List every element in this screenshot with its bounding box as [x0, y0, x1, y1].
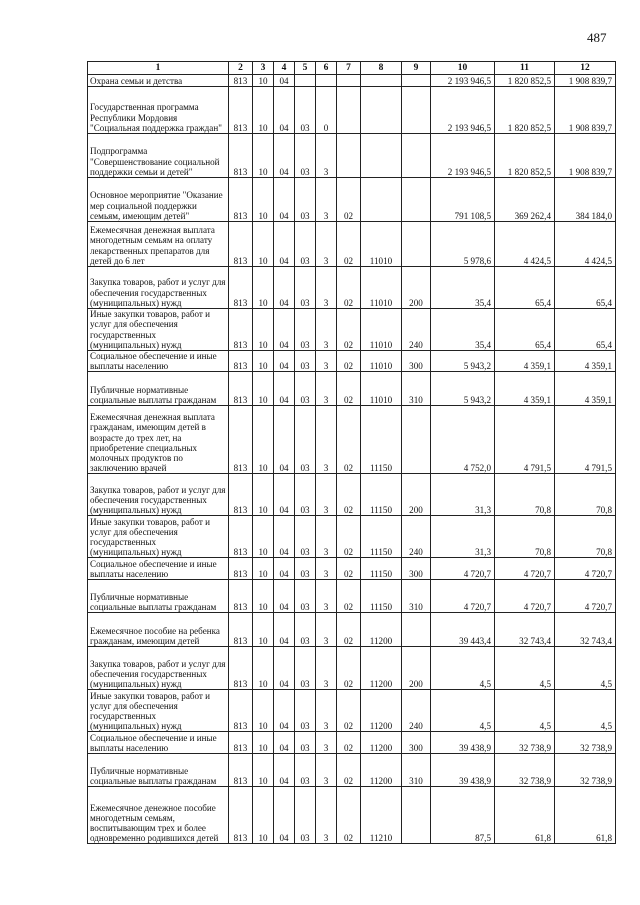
row-name: Иные закупки товаров, работ и услуг для обеспечения государственных (муниципальных) нужд — [88, 516, 229, 558]
gr-code: 813 — [229, 75, 253, 87]
expense-type-code: 240 — [402, 309, 431, 351]
subprogram-code: 3 — [316, 351, 337, 372]
row-name: Ежемесячная денежная выплата гражданам, имеющим детей в возрасте до трех лет, на приобретение специальных молочных продуктов по заключению врачей — [88, 406, 229, 474]
subprogram-code: 3 — [316, 690, 337, 732]
amount-col-10: 5 943,2 — [431, 351, 495, 372]
table-row — [88, 690, 616, 732]
event-code: 02 — [337, 580, 361, 613]
pr-code: 04 — [274, 754, 295, 787]
amount-col-11: 4 359,1 — [495, 372, 555, 406]
event-code — [337, 134, 361, 178]
table-row — [88, 75, 616, 87]
gr-code: 813 — [229, 732, 253, 754]
direction-code — [361, 75, 402, 87]
pr-code: 04 — [274, 309, 295, 351]
table-body — [88, 75, 616, 844]
pr-code: 04 — [274, 267, 295, 309]
amount-col-11: 70,8 — [495, 474, 555, 516]
table-row — [88, 372, 616, 406]
gr-code: 813 — [229, 267, 253, 309]
program-code: 03 — [295, 178, 316, 222]
direction-code: 11210 — [361, 787, 402, 844]
gr-code: 813 — [229, 474, 253, 516]
amount-col-12: 4 720,7 — [555, 558, 616, 580]
rz-code: 10 — [253, 309, 274, 351]
event-code: 02 — [337, 516, 361, 558]
amount-col-12: 4 359,1 — [555, 372, 616, 406]
amount-col-12: 61,8 — [555, 787, 616, 844]
rz-code: 10 — [253, 580, 274, 613]
subprogram-code: 3 — [316, 754, 337, 787]
amount-col-12: 1 908 839,7 — [555, 75, 616, 87]
subprogram-code: 3 — [316, 309, 337, 351]
amount-col-11: 1 820 852,5 — [495, 134, 555, 178]
event-code — [337, 75, 361, 87]
subprogram-code: 3 — [316, 178, 337, 222]
subprogram-code: 3 — [316, 647, 337, 690]
rz-code: 10 — [253, 406, 274, 474]
row-name: Подпрограмма "Совершенствование социальной поддержки семьи и детей" — [88, 134, 229, 178]
gr-code: 813 — [229, 690, 253, 732]
program-code: 03 — [295, 87, 316, 134]
amount-col-10: 4,5 — [431, 690, 495, 732]
subprogram-code — [316, 75, 337, 87]
amount-col-12: 4 720,7 — [555, 580, 616, 613]
amount-col-11: 70,8 — [495, 516, 555, 558]
event-code: 02 — [337, 351, 361, 372]
amount-col-10: 35,4 — [431, 267, 495, 309]
subprogram-code: 3 — [316, 474, 337, 516]
event-code: 02 — [337, 267, 361, 309]
table-row — [88, 580, 616, 613]
pr-code: 04 — [274, 351, 295, 372]
amount-col-11: 4 791,5 — [495, 406, 555, 474]
direction-code: 11200 — [361, 647, 402, 690]
amount-col-10: 35,4 — [431, 309, 495, 351]
rz-code: 10 — [253, 690, 274, 732]
subprogram-code: 3 — [316, 613, 337, 647]
pr-code: 04 — [274, 75, 295, 87]
gr-code: 813 — [229, 222, 253, 267]
table-row — [88, 558, 616, 580]
gr-code: 813 — [229, 134, 253, 178]
pr-code: 04 — [274, 647, 295, 690]
expense-type-code: 200 — [402, 474, 431, 516]
amount-col-12: 70,8 — [555, 516, 616, 558]
amount-col-10: 4 720,7 — [431, 580, 495, 613]
table-row — [88, 222, 616, 267]
row-name: Основное мероприятие "Оказание мер социальной поддержки семьям, имеющим детей" — [88, 178, 229, 222]
direction-code: 11200 — [361, 613, 402, 647]
event-code: 02 — [337, 474, 361, 516]
gr-code: 813 — [229, 647, 253, 690]
program-code: 03 — [295, 647, 316, 690]
row-name: Публичные нормативные социальные выплаты гражданам — [88, 754, 229, 787]
subprogram-code: 3 — [316, 787, 337, 844]
gr-code: 813 — [229, 613, 253, 647]
amount-col-10: 2 193 946,5 — [431, 75, 495, 87]
amount-col-12: 4 791,5 — [555, 406, 616, 474]
table-row — [88, 516, 616, 558]
expense-type-code: 310 — [402, 372, 431, 406]
event-code: 02 — [337, 754, 361, 787]
row-name: Закупка товаров, работ и услуг для обеспечения государственных (муниципальных) нужд — [88, 474, 229, 516]
amount-col-12: 4 359,1 — [555, 351, 616, 372]
direction-code: 11200 — [361, 690, 402, 732]
event-code — [337, 87, 361, 134]
row-name: Иные закупки товаров, работ и услуг для обеспечения государственных (муниципальных) нужд — [88, 309, 229, 351]
amount-col-12: 1 908 839,7 — [555, 134, 616, 178]
event-code: 02 — [337, 787, 361, 844]
table-row — [88, 474, 616, 516]
subprogram-code: 3 — [316, 558, 337, 580]
amount-col-12: 65,4 — [555, 267, 616, 309]
direction-code: 11200 — [361, 732, 402, 754]
row-name: Публичные нормативные социальные выплаты гражданам — [88, 372, 229, 406]
column-header: 3 — [253, 62, 274, 75]
row-name: Охрана семьи и детства — [88, 75, 229, 87]
amount-col-10: 2 193 946,5 — [431, 134, 495, 178]
expense-type-code — [402, 222, 431, 267]
gr-code: 813 — [229, 309, 253, 351]
expense-type-code: 300 — [402, 558, 431, 580]
amount-col-11: 4 720,7 — [495, 558, 555, 580]
program-code — [295, 75, 316, 87]
expense-type-code — [402, 87, 431, 134]
rz-code: 10 — [253, 613, 274, 647]
amount-col-12: 384 184,0 — [555, 178, 616, 222]
table-row — [88, 134, 616, 178]
program-code: 03 — [295, 351, 316, 372]
direction-code — [361, 87, 402, 134]
column-header: 1 — [88, 62, 229, 75]
column-header: 9 — [402, 62, 431, 75]
table-row — [88, 732, 616, 754]
amount-col-10: 4 720,7 — [431, 558, 495, 580]
amount-col-12: 32 738,9 — [555, 754, 616, 787]
expense-type-code — [402, 134, 431, 178]
gr-code: 813 — [229, 580, 253, 613]
column-header: 4 — [274, 62, 295, 75]
table-row — [88, 647, 616, 690]
amount-col-12: 4,5 — [555, 647, 616, 690]
expense-type-code: 300 — [402, 351, 431, 372]
direction-code — [361, 134, 402, 178]
row-name: Государственная программа Республики Мордовия "Социальная поддержка граждан" — [88, 87, 229, 134]
row-name: Ежемесячное пособие на ребенка гражданам, имеющим детей — [88, 613, 229, 647]
column-header: 10 — [431, 62, 495, 75]
program-code: 03 — [295, 690, 316, 732]
rz-code: 10 — [253, 267, 274, 309]
amount-col-12: 70,8 — [555, 474, 616, 516]
event-code: 02 — [337, 732, 361, 754]
program-code: 03 — [295, 516, 316, 558]
program-code: 03 — [295, 222, 316, 267]
rz-code: 10 — [253, 134, 274, 178]
gr-code: 813 — [229, 787, 253, 844]
expense-type-code: 240 — [402, 516, 431, 558]
event-code: 02 — [337, 558, 361, 580]
amount-col-11: 4 359,1 — [495, 351, 555, 372]
column-header: 8 — [361, 62, 402, 75]
expense-type-code: 200 — [402, 647, 431, 690]
event-code: 02 — [337, 406, 361, 474]
expense-type-code: 310 — [402, 580, 431, 613]
amount-col-10: 791 108,5 — [431, 178, 495, 222]
amount-col-11: 32 738,9 — [495, 754, 555, 787]
program-code: 03 — [295, 474, 316, 516]
program-code: 03 — [295, 754, 316, 787]
pr-code: 04 — [274, 613, 295, 647]
direction-code: 11010 — [361, 309, 402, 351]
event-code: 02 — [337, 690, 361, 732]
row-name: Социальное обеспечение и иные выплаты населению — [88, 558, 229, 580]
direction-code: 11150 — [361, 474, 402, 516]
event-code: 02 — [337, 222, 361, 267]
amount-col-10: 2 193 946,5 — [431, 87, 495, 134]
amount-col-11: 369 262,4 — [495, 178, 555, 222]
table-row — [88, 267, 616, 309]
amount-col-11: 32 743,4 — [495, 613, 555, 647]
page-number: 487 — [587, 30, 607, 45]
pr-code: 04 — [274, 474, 295, 516]
pr-code: 04 — [274, 580, 295, 613]
row-name: Закупка товаров, работ и услуг для обеспечения государственных (муниципальных) нужд — [88, 267, 229, 309]
column-header: 5 — [295, 62, 316, 75]
expense-type-code — [402, 406, 431, 474]
rz-code: 10 — [253, 474, 274, 516]
expense-type-code — [402, 613, 431, 647]
row-name: Социальное обеспечение и иные выплаты населению — [88, 351, 229, 372]
table-row — [88, 309, 616, 351]
event-code: 02 — [337, 647, 361, 690]
expense-type-code — [402, 787, 431, 844]
gr-code: 813 — [229, 372, 253, 406]
gr-code: 813 — [229, 87, 253, 134]
program-code: 03 — [295, 558, 316, 580]
program-code: 03 — [295, 309, 316, 351]
direction-code: 11200 — [361, 754, 402, 787]
pr-code: 04 — [274, 732, 295, 754]
program-code: 03 — [295, 580, 316, 613]
row-name: Социальное обеспечение и иные выплаты населению — [88, 732, 229, 754]
pr-code: 04 — [274, 787, 295, 844]
subprogram-code: 3 — [316, 222, 337, 267]
rz-code: 10 — [253, 516, 274, 558]
amount-col-10: 39 438,9 — [431, 754, 495, 787]
program-code: 03 — [295, 406, 316, 474]
rz-code: 10 — [253, 732, 274, 754]
expense-type-code: 240 — [402, 690, 431, 732]
program-code: 03 — [295, 134, 316, 178]
amount-col-12: 32 743,4 — [555, 613, 616, 647]
amount-col-10: 87,5 — [431, 787, 495, 844]
amount-col-10: 5 943,2 — [431, 372, 495, 406]
pr-code: 04 — [274, 134, 295, 178]
direction-code: 11150 — [361, 516, 402, 558]
direction-code — [361, 178, 402, 222]
rz-code: 10 — [253, 372, 274, 406]
subprogram-code: 3 — [316, 134, 337, 178]
rz-code: 10 — [253, 351, 274, 372]
gr-code: 813 — [229, 406, 253, 474]
direction-code: 11010 — [361, 351, 402, 372]
expense-type-code: 300 — [402, 732, 431, 754]
pr-code: 04 — [274, 178, 295, 222]
row-name: Закупка товаров, работ и услуг для обеспечения государственных (муниципальных) нужд — [88, 647, 229, 690]
amount-col-11: 4 424,5 — [495, 222, 555, 267]
program-code: 03 — [295, 613, 316, 647]
rz-code: 10 — [253, 647, 274, 690]
table-row — [88, 754, 616, 787]
expense-type-code: 310 — [402, 754, 431, 787]
amount-col-11: 1 820 852,5 — [495, 75, 555, 87]
row-name: Иные закупки товаров, работ и услуг для обеспечения государственных (муниципальных) нужд — [88, 690, 229, 732]
expense-type-code: 200 — [402, 267, 431, 309]
rz-code: 10 — [253, 558, 274, 580]
pr-code: 04 — [274, 406, 295, 474]
gr-code: 813 — [229, 516, 253, 558]
direction-code: 11150 — [361, 580, 402, 613]
row-name: Ежемесячное денежное пособие многодетным семьям, воспитывающим трех и более одновременно родившихся детей — [88, 787, 229, 844]
amount-col-10: 4 752,0 — [431, 406, 495, 474]
column-header: 12 — [555, 62, 616, 75]
amount-col-12: 32 738,9 — [555, 732, 616, 754]
table-row — [88, 613, 616, 647]
rz-code: 10 — [253, 178, 274, 222]
gr-code: 813 — [229, 178, 253, 222]
rz-code: 10 — [253, 754, 274, 787]
amount-col-11: 32 738,9 — [495, 732, 555, 754]
table-row — [88, 178, 616, 222]
direction-code: 11150 — [361, 558, 402, 580]
subprogram-code: 3 — [316, 406, 337, 474]
amount-col-12: 4 424,5 — [555, 222, 616, 267]
table-row — [88, 787, 616, 844]
budget-table — [87, 61, 616, 844]
amount-col-10: 39 438,9 — [431, 732, 495, 754]
amount-col-10: 4,5 — [431, 647, 495, 690]
amount-col-12: 1 908 839,7 — [555, 87, 616, 134]
subprogram-code: 3 — [316, 516, 337, 558]
pr-code: 04 — [274, 372, 295, 406]
table-row — [88, 351, 616, 372]
column-number-row — [88, 62, 616, 75]
amount-col-11: 65,4 — [495, 267, 555, 309]
column-header: 7 — [337, 62, 361, 75]
program-code: 03 — [295, 372, 316, 406]
expense-type-code — [402, 178, 431, 222]
amount-col-12: 65,4 — [555, 309, 616, 351]
amount-col-12: 4,5 — [555, 690, 616, 732]
table-row — [88, 87, 616, 134]
subprogram-code: 3 — [316, 267, 337, 309]
amount-col-11: 61,8 — [495, 787, 555, 844]
amount-col-10: 31,3 — [431, 474, 495, 516]
direction-code: 11010 — [361, 372, 402, 406]
gr-code: 813 — [229, 351, 253, 372]
column-header: 11 — [495, 62, 555, 75]
program-code: 03 — [295, 787, 316, 844]
rz-code: 10 — [253, 75, 274, 87]
program-code: 03 — [295, 267, 316, 309]
event-code: 02 — [337, 372, 361, 406]
gr-code: 813 — [229, 754, 253, 787]
event-code: 02 — [337, 309, 361, 351]
expense-type-code — [402, 75, 431, 87]
amount-col-10: 31,3 — [431, 516, 495, 558]
rz-code: 10 — [253, 87, 274, 134]
pr-code: 04 — [274, 222, 295, 267]
subprogram-code: 3 — [316, 732, 337, 754]
row-name: Публичные нормативные социальные выплаты гражданам — [88, 580, 229, 613]
event-code: 02 — [337, 178, 361, 222]
rz-code: 10 — [253, 787, 274, 844]
subprogram-code: 3 — [316, 580, 337, 613]
direction-code: 11010 — [361, 267, 402, 309]
column-header: 2 — [229, 62, 253, 75]
amount-col-10: 39 443,4 — [431, 613, 495, 647]
amount-col-11: 4,5 — [495, 690, 555, 732]
amount-col-11: 4,5 — [495, 647, 555, 690]
amount-col-11: 65,4 — [495, 309, 555, 351]
table-row — [88, 406, 616, 474]
gr-code: 813 — [229, 558, 253, 580]
column-header: 6 — [316, 62, 337, 75]
event-code: 02 — [337, 613, 361, 647]
amount-col-11: 1 820 852,5 — [495, 87, 555, 134]
subprogram-code: 0 — [316, 87, 337, 134]
row-name: Ежемесячная денежная выплата многодетным семьям на оплату лекарственных препаратов для детей до 6 лет — [88, 222, 229, 267]
amount-col-10: 5 978,6 — [431, 222, 495, 267]
rz-code: 10 — [253, 222, 274, 267]
pr-code: 04 — [274, 558, 295, 580]
pr-code: 04 — [274, 87, 295, 134]
subprogram-code: 3 — [316, 372, 337, 406]
pr-code: 04 — [274, 690, 295, 732]
amount-col-11: 4 720,7 — [495, 580, 555, 613]
direction-code: 11150 — [361, 406, 402, 474]
program-code: 03 — [295, 732, 316, 754]
direction-code: 11010 — [361, 222, 402, 267]
pr-code: 04 — [274, 516, 295, 558]
